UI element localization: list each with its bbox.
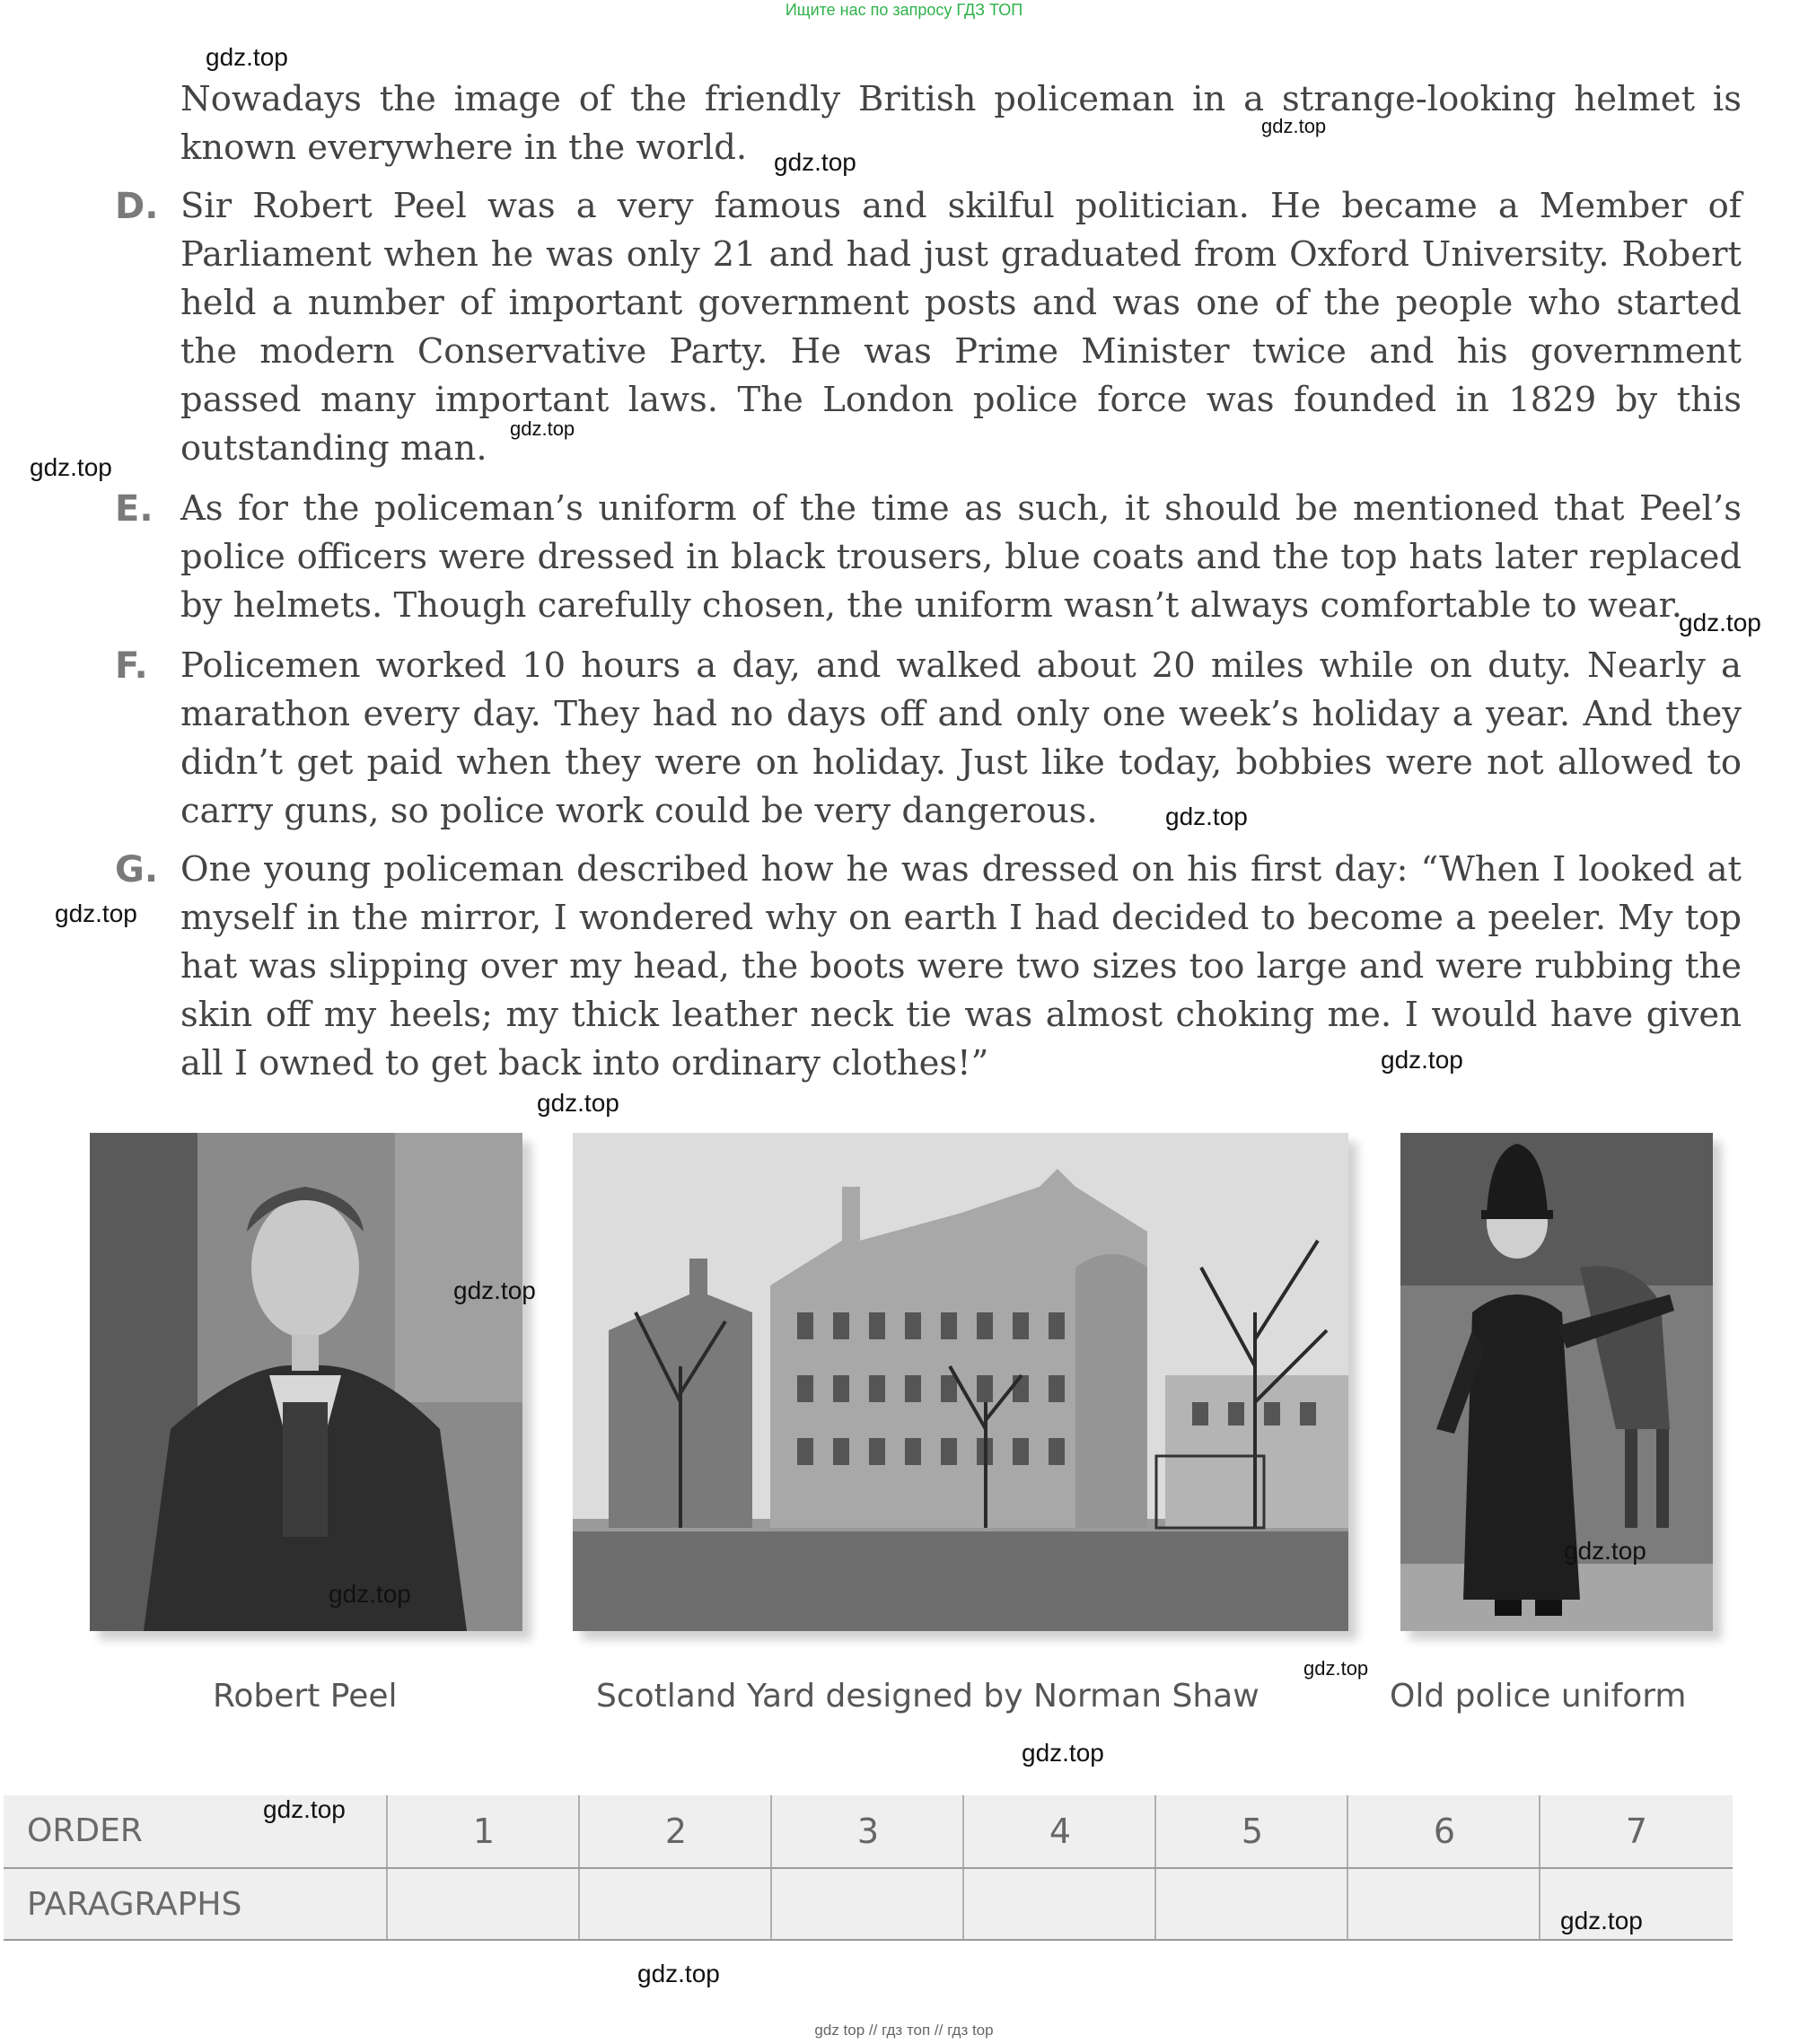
watermark: gdz.top bbox=[1679, 609, 1761, 636]
watermark: gdz.top bbox=[637, 1960, 720, 1987]
paragraph-text: One young policeman described how he was dressed on his first day: “When I looked at myself in the mirror, I wondered why on earth I had decided to become a peeler. My top hat was slipping over my head, the boots were two sizes too large and were rubbing the skin off my heels; my thick leather neck tie was almost choking me. I would have given all I owned to get back into ordinary clothes!” bbox=[180, 849, 1742, 1083]
order-cell-5: 5 bbox=[1154, 1795, 1348, 1867]
answer-cell-5[interactable] bbox=[1154, 1869, 1348, 1939]
watermark: gdz.top bbox=[1261, 115, 1327, 137]
watermark: gdz.top bbox=[1560, 1907, 1643, 1934]
watermark: gdz.top bbox=[1022, 1739, 1104, 1767]
order-cell-2: 2 bbox=[578, 1795, 772, 1867]
old-police-uniform-photo bbox=[1400, 1133, 1713, 1631]
search-banner[interactable]: Ищите нас по запросу ГДЗ ТОП bbox=[785, 1, 1023, 19]
watermark: gdz.top bbox=[774, 148, 856, 176]
paragraph-text: Policemen worked 10 hours a day, and walked about 20 miles while on duty. Nearly a marathon every day. They had no days off and only one week’s holiday a year. And they didn’t get paid when they were on holiday. Just like today, bobbies were not allowed to carry guns, so police work could be very dangerous. bbox=[180, 645, 1742, 831]
watermark: gdz.top bbox=[453, 1276, 536, 1304]
paragraph-e bbox=[180, 485, 1742, 630]
paragraph-letter-f: F. bbox=[115, 645, 148, 687]
answer-cell-6[interactable] bbox=[1347, 1869, 1540, 1939]
watermark: gdz.top bbox=[1165, 803, 1248, 830]
order-row-label: ORDER bbox=[27, 1812, 143, 1849]
order-cell-4: 4 bbox=[962, 1795, 1156, 1867]
paragraph-d bbox=[180, 182, 1742, 473]
watermark: gdz.top bbox=[1564, 1537, 1646, 1565]
watermark: gdz.top bbox=[1381, 1046, 1463, 1074]
order-cell-7: 7 bbox=[1539, 1795, 1733, 1867]
watermark: gdz.top bbox=[1303, 1657, 1369, 1680]
answer-cell-1[interactable] bbox=[386, 1869, 580, 1939]
answer-cell-2[interactable] bbox=[578, 1869, 772, 1939]
watermark: gdz.top bbox=[537, 1089, 619, 1117]
footer-banner: gdz top // гдз топ // гдз top bbox=[814, 2022, 994, 2039]
watermark: gdz.top bbox=[206, 43, 288, 71]
paragraph-g bbox=[180, 846, 1742, 1088]
watermark: gdz.top bbox=[55, 899, 137, 927]
watermark: gdz.top bbox=[263, 1795, 346, 1823]
watermark: gdz.top bbox=[510, 417, 575, 440]
caption-scotland-yard: Scotland Yard designed by Norman Shaw bbox=[596, 1678, 1259, 1715]
scotland-yard-photo bbox=[573, 1133, 1348, 1631]
paragraph-text: Nowadays the image of the friendly British policeman in a strange-looking helmet is known everywhere in the world. bbox=[180, 79, 1742, 168]
paragraph-letter-e: E. bbox=[115, 488, 154, 530]
paragraph-text: As for the policeman’s uniform of the time as such, it should be mentioned that Peel’s police officers were dressed in black trousers, blue coats and the top hats later replaced by helmets. Though carefully chosen, the uniform wasn’t always comfortable to wear. bbox=[180, 488, 1742, 626]
caption-old-police-uniform: Old police uniform bbox=[1390, 1678, 1687, 1715]
paragraph-f bbox=[180, 642, 1742, 836]
caption-robert-peel: Robert Peel bbox=[213, 1678, 398, 1715]
answer-cell-4[interactable] bbox=[962, 1869, 1156, 1939]
watermark: gdz.top bbox=[30, 453, 112, 481]
robert-peel-portrait bbox=[90, 1133, 522, 1631]
order-cell-6: 6 bbox=[1347, 1795, 1540, 1867]
paragraph-text: Sir Robert Peel was a very famous and skilful politician. He became a Member of Parliament when he was only 21 and had just graduated from Oxford University. Robert held a number of important government posts and was one of the people who started the modern Conservative Party. He was Prime Minister twice and his government passed many important laws. The London police force was founded in 1829 by this outstanding man. bbox=[180, 186, 1742, 469]
paragraph-letter-d: D. bbox=[115, 186, 159, 227]
paragraph-letter-g: G. bbox=[115, 849, 159, 890]
order-cell-3: 3 bbox=[770, 1795, 964, 1867]
answer-cell-3[interactable] bbox=[770, 1869, 964, 1939]
paragraphs-row-label: PARAGRAPHS bbox=[27, 1886, 242, 1923]
watermark: gdz.top bbox=[329, 1580, 411, 1608]
paragraphs-row bbox=[4, 1869, 1733, 1941]
paragraph-c-continuation bbox=[180, 75, 1742, 172]
order-cell-1: 1 bbox=[386, 1795, 580, 1867]
